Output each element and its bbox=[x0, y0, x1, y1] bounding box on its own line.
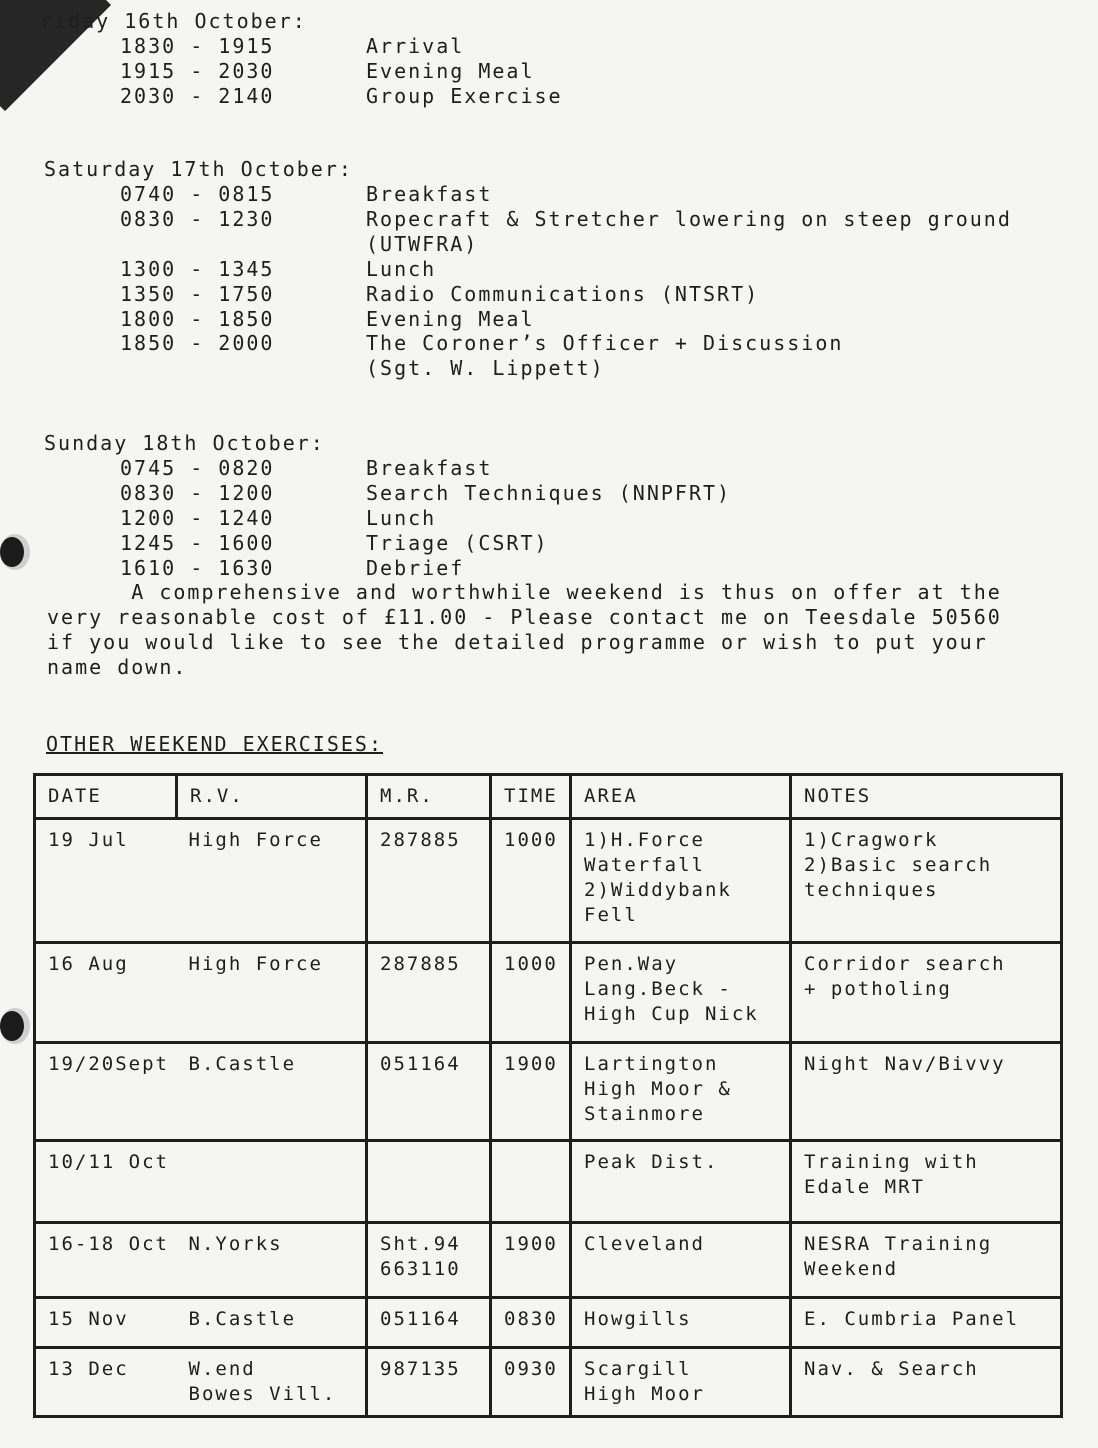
table-row bbox=[35, 1141, 1062, 1223]
schedule-time: 1830 - 1915 bbox=[120, 34, 275, 58]
cell-rv bbox=[177, 1141, 367, 1223]
schedule-activity: Arrival bbox=[366, 34, 465, 58]
cell-date: 13 Dec bbox=[35, 1348, 177, 1417]
cell-rv: B.Castle bbox=[177, 1298, 367, 1348]
schedule-activity: Debrief bbox=[366, 556, 465, 580]
cell-mr: 051164 bbox=[367, 1043, 491, 1141]
schedule-activity-cont: (UTWFRA) bbox=[366, 232, 479, 256]
schedule-activity: Evening Meal bbox=[366, 307, 535, 331]
cell-date: 16-18 Oct bbox=[35, 1223, 177, 1298]
cell-date: 19 Jul bbox=[35, 819, 177, 943]
cell-mr bbox=[367, 1141, 491, 1223]
schedule-activity: The Coroner’s Officer + Discussion bbox=[366, 331, 844, 355]
punch-hole bbox=[0, 1011, 24, 1041]
header-mr: M.R. bbox=[367, 775, 491, 819]
cell-mr: Sht.94 663110 bbox=[367, 1223, 491, 1298]
schedule-time: 0830 - 1200 bbox=[120, 481, 275, 505]
cell-notes: E. Cumbria Panel bbox=[791, 1298, 1062, 1348]
cell-notes: Nav. & Search bbox=[791, 1348, 1062, 1417]
header-rv: R.V. bbox=[177, 775, 367, 819]
paragraph-line: if you would like to see the detailed programme or wish to put your bbox=[47, 630, 988, 654]
cell-time: 0830 bbox=[491, 1298, 571, 1348]
punch-hole bbox=[0, 537, 24, 567]
schedule-activity: Lunch bbox=[366, 506, 437, 530]
schedule-time: 2030 - 2140 bbox=[120, 84, 275, 108]
cell-area: Lartington High Moor & Stainmore bbox=[571, 1043, 791, 1141]
schedule-time: 0830 - 1230 bbox=[120, 207, 275, 231]
cell-rv: High Force bbox=[177, 943, 367, 1043]
cell-notes: 1)Cragwork 2)Basic search techniques bbox=[791, 819, 1062, 943]
cell-time: 1900 bbox=[491, 1043, 571, 1141]
cell-time: 0930 bbox=[491, 1348, 571, 1417]
schedule-activity-cont: (Sgt. W. Lippett) bbox=[366, 356, 605, 380]
schedule-activity: Search Techniques (NNPFRT) bbox=[366, 481, 732, 505]
table-row bbox=[35, 943, 1062, 1043]
cell-time: 1000 bbox=[491, 819, 571, 943]
cell-area: Scargill High Moor bbox=[571, 1348, 791, 1417]
cell-rv: N.Yorks bbox=[177, 1223, 367, 1298]
cell-rv: High Force bbox=[177, 819, 367, 943]
table-row bbox=[35, 1298, 1062, 1348]
cell-mr: 051164 bbox=[367, 1298, 491, 1348]
cell-date: 16 Aug bbox=[35, 943, 177, 1043]
header-time: TIME bbox=[491, 775, 571, 819]
schedule-activity: Radio Communications (NTSRT) bbox=[366, 282, 760, 306]
schedule-time: 1610 - 1630 bbox=[120, 556, 275, 580]
schedule-time: 1850 - 2000 bbox=[120, 331, 275, 355]
cell-notes: NESRA Training Weekend bbox=[791, 1223, 1062, 1298]
header-date: DATE bbox=[35, 775, 177, 819]
schedule-activity: Breakfast bbox=[366, 182, 493, 206]
header-area: AREA bbox=[571, 775, 791, 819]
cell-mr: 287885 bbox=[367, 943, 491, 1043]
schedule-activity: Breakfast bbox=[366, 456, 493, 480]
schedule-time: 0745 - 0820 bbox=[120, 456, 275, 480]
cell-rv: W.end Bowes Vill. bbox=[177, 1348, 367, 1417]
cell-area: 1)H.Force Waterfall 2)Widdybank Fell bbox=[571, 819, 791, 943]
table-row bbox=[35, 1348, 1062, 1417]
cell-mr: 987135 bbox=[367, 1348, 491, 1417]
header-notes: NOTES bbox=[791, 775, 1062, 819]
schedule-time: 1350 - 1750 bbox=[120, 282, 275, 306]
friday-heading: riday 16th October: bbox=[40, 9, 307, 33]
table-row bbox=[35, 1043, 1062, 1141]
cell-time bbox=[491, 1141, 571, 1223]
schedule-activity: Ropecraft & Stretcher lowering on steep ground bbox=[366, 207, 1012, 231]
cell-time: 1000 bbox=[491, 943, 571, 1043]
table-header-row bbox=[35, 775, 1062, 819]
cell-notes: Training with Edale MRT bbox=[791, 1141, 1062, 1223]
cell-time: 1900 bbox=[491, 1223, 571, 1298]
schedule-time: 1800 - 1850 bbox=[120, 307, 275, 331]
sunday-heading: Sunday 18th October: bbox=[44, 431, 325, 455]
schedule-time: 0740 - 0815 bbox=[120, 182, 275, 206]
paragraph-line: name down. bbox=[47, 655, 188, 679]
schedule-time: 1300 - 1345 bbox=[120, 257, 275, 281]
cost-paragraph bbox=[47, 580, 1092, 680]
saturday-heading: Saturday 17th October: bbox=[44, 157, 353, 181]
schedule-time: 1915 - 2030 bbox=[120, 59, 275, 83]
paragraph-line: very reasonable cost of £11.00 - Please contact me on Teesdale 50560 bbox=[47, 605, 1002, 629]
schedule-activity: Lunch bbox=[366, 257, 437, 281]
other-exercises-heading: OTHER WEEKEND EXERCISES: bbox=[46, 732, 383, 756]
paragraph-line: A comprehensive and worthwhile weekend is thus on offer at the bbox=[47, 580, 1002, 604]
schedule-activity: Group Exercise bbox=[366, 84, 563, 108]
schedule-time: 1245 - 1600 bbox=[120, 531, 275, 555]
cell-area: Howgills bbox=[571, 1298, 791, 1348]
cell-notes: Night Nav/Bivvy bbox=[791, 1043, 1062, 1141]
cell-area: Cleveland bbox=[571, 1223, 791, 1298]
table-row bbox=[35, 1223, 1062, 1298]
cell-date: 19/20Sept bbox=[35, 1043, 177, 1141]
cell-date: 10/11 Oct bbox=[35, 1141, 177, 1223]
cell-date: 15 Nov bbox=[35, 1298, 177, 1348]
exercises-table bbox=[33, 773, 1063, 1418]
cell-mr: 287885 bbox=[367, 819, 491, 943]
schedule-time: 1200 - 1240 bbox=[120, 506, 275, 530]
table-row bbox=[35, 819, 1062, 943]
cell-notes: Corridor search + potholing bbox=[791, 943, 1062, 1043]
schedule-activity: Evening Meal bbox=[366, 59, 535, 83]
cell-area: Peak Dist. bbox=[571, 1141, 791, 1223]
cell-area: Pen.Way Lang.Beck - High Cup Nick bbox=[571, 943, 791, 1043]
schedule-activity: Triage (CSRT) bbox=[366, 531, 549, 555]
cell-rv: B.Castle bbox=[177, 1043, 367, 1141]
